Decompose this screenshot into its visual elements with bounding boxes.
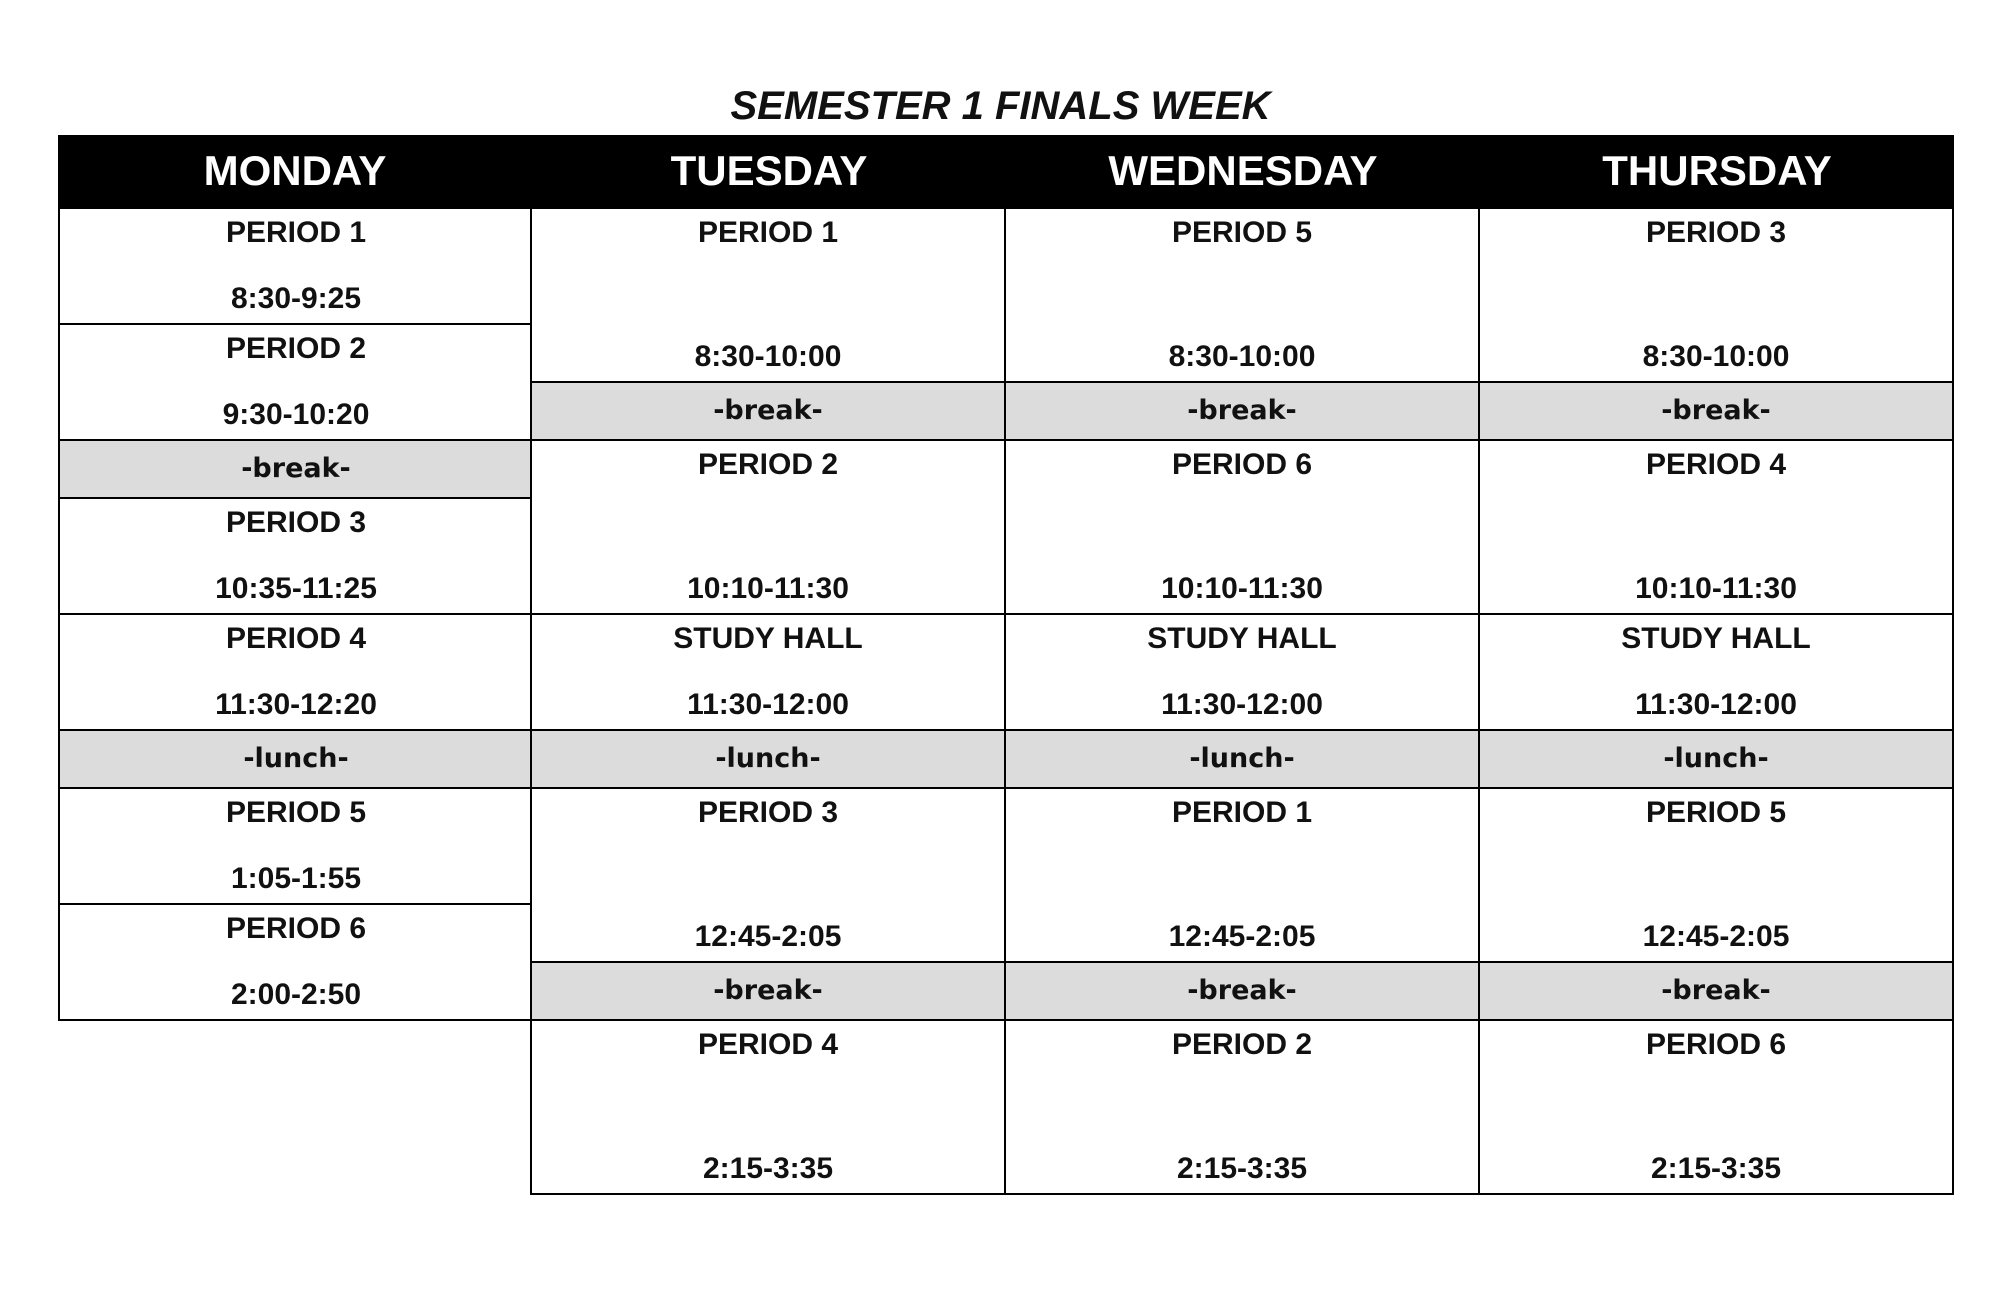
period-label: STUDY HALL [673,622,863,655]
time-range: 12:45-2:05 [1642,920,1790,953]
break-block [1004,961,1480,1021]
finals-schedule-table [58,135,1954,1200]
period-label: PERIOD 3 [1645,216,1787,249]
period-label: PERIOD 2 [697,448,839,481]
period-label: PERIOD 5 [1171,216,1313,249]
period-label: PERIOD 1 [1171,796,1313,829]
exam-block [58,903,534,1021]
break-block [530,729,1006,789]
time-range: 10:10-11:30 [1635,572,1797,605]
time-range: 8:30-10:00 [1642,340,1790,373]
break-label: -lunch- [243,743,349,774]
exam-block [58,787,534,905]
break-block [1478,381,1954,441]
period-label: PERIOD 1 [225,216,367,249]
break-block [58,729,534,789]
exam-block [1004,1019,1480,1195]
exam-block [530,787,1006,963]
time-range: 2:00-2:50 [230,978,362,1011]
time-range: 2:15-3:35 [1176,1152,1308,1185]
time-range: 1:05-1:55 [230,862,362,895]
period-label: PERIOD 4 [697,1028,839,1061]
exam-block [1004,613,1480,731]
period-label: PERIOD 2 [225,332,367,365]
exam-block [58,497,534,615]
exam-block [530,613,1006,731]
day-header-tuesday: TUESDAY [670,147,868,194]
exam-block [530,1019,1006,1195]
break-block [1478,729,1954,789]
time-range: 2:15-3:35 [1650,1152,1782,1185]
time-range: 11:30-12:00 [1635,688,1797,721]
exam-block [1478,207,1954,383]
time-range: 10:10-11:30 [687,572,849,605]
break-label: -break- [1187,395,1297,426]
time-range: 9:30-10:20 [222,398,370,431]
time-range: 10:35-11:25 [215,572,377,605]
exam-block [58,323,534,441]
exam-block [58,207,534,325]
period-label: PERIOD 4 [225,622,367,655]
exam-block [1004,787,1480,963]
exam-block [1004,439,1480,615]
break-label: -break- [1187,975,1297,1006]
break-block [1478,961,1954,1021]
day-header-wednesday: WEDNESDAY [1108,147,1378,194]
exam-block [1478,613,1954,731]
period-label: PERIOD 3 [697,796,839,829]
break-label: -break- [713,395,823,426]
day-header-thursday: THURSDAY [1602,147,1832,194]
period-label: PERIOD 6 [225,912,367,945]
break-label: -break- [1661,395,1771,426]
period-label: STUDY HALL [1621,622,1811,655]
day-header-monday: MONDAY [203,147,387,194]
time-range: 12:45-2:05 [694,920,842,953]
exam-block [530,439,1006,615]
exam-block [1478,439,1954,615]
break-block [1004,381,1480,441]
break-block [58,439,534,499]
time-range: 8:30-10:00 [1168,340,1316,373]
exam-block [530,207,1006,383]
break-label: -lunch- [1189,743,1295,774]
break-label: -break- [1661,975,1771,1006]
time-range: 10:10-11:30 [1161,572,1323,605]
break-label: -lunch- [1663,743,1769,774]
break-block [1004,729,1480,789]
exam-block [1478,787,1954,963]
period-label: PERIOD 5 [1645,796,1787,829]
time-range: 11:30-12:00 [1161,688,1323,721]
time-range: 2:15-3:35 [702,1152,834,1185]
break-label: -break- [713,975,823,1006]
break-block [530,961,1006,1021]
period-label: PERIOD 6 [1171,448,1313,481]
day-header-row [58,135,1954,207]
time-range: 8:30-10:00 [694,340,842,373]
exam-block [58,613,534,731]
exam-block [1478,1019,1954,1195]
period-label: PERIOD 2 [1171,1028,1313,1061]
break-block [530,381,1006,441]
time-range: 8:30-9:25 [230,282,362,315]
period-label: PERIOD 5 [225,796,367,829]
time-range: 12:45-2:05 [1168,920,1316,953]
period-label: PERIOD 6 [1645,1028,1787,1061]
exam-block [1004,207,1480,383]
period-label: STUDY HALL [1147,622,1337,655]
break-label: -lunch- [715,743,821,774]
time-range: 11:30-12:20 [215,688,377,721]
period-label: PERIOD 1 [697,216,839,249]
period-label: PERIOD 4 [1645,448,1787,481]
schedule-title: SEMESTER 1 FINALS WEEK [730,84,1271,128]
time-range: 11:30-12:00 [687,688,849,721]
period-label: PERIOD 3 [225,506,367,539]
break-label: -break- [241,453,351,484]
